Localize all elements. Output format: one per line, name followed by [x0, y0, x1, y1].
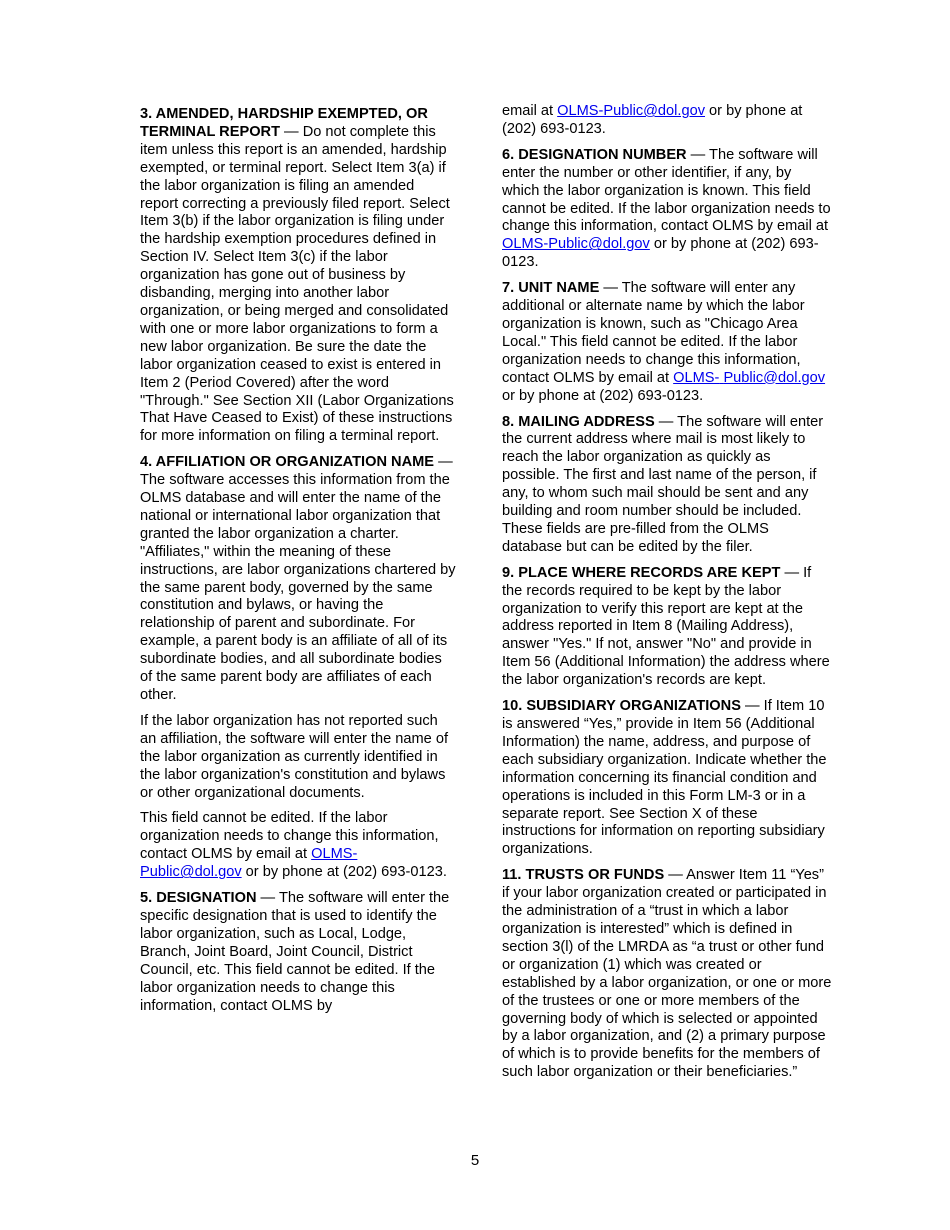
item-3-body: — Do not complete this item unless this report is an amended, hardship exempted, or terminal report. Select Item 3(a) if the labor organization is filing an amended report correcting a previously filed report. Select Item 3(b) if the labor organization is filing under the hardship exemption procedures defined in Section IV. Select Item 3(c) if the labor organization has gone out of business by disbanding, merging into another labor organization, or being merged and consolidated with one or more labor organizations to form a new labor organization. Be sure the date the labor organization ceased to exist is entered in Item 2 (Period Covered) after the word "Through." See Section XII (Labor Organizations That Have Ceased to Exist) of these instructions for more information on filing a terminal report.: [140, 123, 454, 445]
email-link[interactable]: OLMS-Public@dol.gov: [557, 103, 705, 119]
item-10-heading: 10. SUBSIDIARY ORGANIZATIONS: [502, 698, 741, 715]
item-9-heading: 9. PLACE WHERE RECORDS ARE KEPT: [502, 564, 781, 581]
item-5-body: — The software will enter the specific designation that is used to identify the labor organization, such as Local, Lodge, Branch, Joint Board, Joint Council, District Council, etc. This field cannot be edited. If the labor organization needs to change this information, contact OLMS by: [140, 890, 450, 1014]
item-9-paragraph: [502, 565, 832, 690]
item-5-heading: 5. DESIGNATION: [140, 890, 257, 907]
item-6-heading: 6. DESIGNATION NUMBER: [502, 146, 687, 163]
item-4-body: — The software accesses this information from the OLMS database and will enter the name of the national or international labor organization that granted the labor organization a charter. "Affiliates," within the meaning of these instructions, are labor organizations chartered by the same parent body, governed by the same constitution and bylaws, or having the relationship of parent and subordinate. For example, a parent body is an affiliate of all of its subordinate bodies, and all subordinate bodies of the same parent body are affiliates of each other.: [140, 454, 456, 703]
item-6-paragraph: [502, 147, 832, 272]
cont-text-a: email at: [502, 103, 558, 119]
item-6-body-a: — The software will enter the number or other identifier, if any, by which the labor organization is known. This field cannot be edited. If the labor organization needs to change this information, contact OLMS by email at: [502, 146, 831, 235]
item-7-body-a: — The software will enter any additional or alternate name by which the labor organization is known, such as "Chicago Area Local." This field cannot be edited. If the labor organization needs to change this information, contact OLMS by email at: [502, 280, 805, 386]
item-6-body-b: or by phone at (202) 693-0123.: [502, 236, 819, 271]
item-8-heading: 8. MAILING ADDRESS: [502, 413, 655, 430]
item-4-heading: 4. AFFILIATION OR ORGANIZATION NAME: [140, 454, 435, 471]
left-column: [140, 106, 456, 1023]
email-link[interactable]: [673, 370, 825, 386]
item-8-paragraph: [502, 414, 832, 557]
item-7-heading: 7. UNIT NAME: [502, 280, 600, 297]
item-3-paragraph: [140, 106, 456, 446]
item-7-body-b: or by phone at (202) 693-0123.: [502, 387, 704, 404]
item-11-body: — Answer Item 11 “Yes” if your labor organization created or participated in the administration of a “trust in which a labor organization is interested” which is defined in section 3(l) of the LMRDA as “a trust or other fund or organization (1) which was created or established by a labor organization, or one or more of the trustees or one or more members of the governing body of which is selected or appointed by a labor organization, and (2) a primary purpose of which is to provide benefits for the members of such labor organization or their beneficiaries.”: [502, 867, 832, 1081]
item-7-paragraph: [502, 280, 832, 405]
item-4-paragraph: [140, 454, 456, 705]
item-4-p3-text-b: or by phone at (202) 693-0123.: [241, 864, 447, 881]
email-link-part2: Public@dol.gov: [723, 369, 826, 386]
email-link[interactable]: OLMS-Public@dol.gov: [140, 846, 358, 881]
item-4-paragraph-3: [140, 810, 456, 882]
email-link-part1: OLMS-: [673, 369, 720, 386]
item-4-p3-text-a: This field cannot be edited. If the labor organization needs to change this information, contact OLMS by email at: [140, 810, 439, 863]
item-10-paragraph: [502, 698, 832, 859]
right-column: [502, 103, 832, 1090]
item-9-body: — If the records required to be kept by the labor organization to verify this report are kept at the address reported in Item 8 (Mailing Address), answer "Yes." If not, answer "No" and provide in Item 56 (Additional Information) the address where the labor organization's records are kept.: [502, 564, 830, 689]
email-link[interactable]: OLMS-Public@dol.gov: [502, 236, 650, 253]
page-number: 5: [470, 1152, 480, 1169]
cont-text-b: or by phone at (202) 693-0123.: [502, 103, 803, 137]
item-5-paragraph: [140, 890, 456, 1015]
item-4-paragraph-2: If the labor organization has not reported such an affiliation, the software will enter the name of the labor organization as currently identified in the labor organization's constitution and bylaws or other organizational documents.: [140, 712, 448, 801]
item-11-paragraph: [502, 867, 832, 1082]
item-3-heading: 3. AMENDED, HARDSHIP EXEMPTED, OR TERMINAL REPORT: [140, 106, 428, 140]
item-10-body: — If Item 10 is answered “Yes,” provide in Item 56 (Additional Information) the name, address, and purpose of each subsidiary organization. Indicate whether the information concerning its financial condition and operations is included in this Form LM-3 or in a separate report. See Section X of these instructions for information on reporting subsidiary organizations.: [502, 698, 827, 858]
item-8-body: — The software will enter the current address where mail is most likely to reach the labor organization as quickly as possible. The first and last name of the person, if any, to whom such mail should be sent and any building and room number should be included. These fields are pre-filled from the OLMS database but can be edited by the filer.: [502, 413, 824, 555]
item-5-continuation: [502, 103, 832, 139]
item-11-heading: 11. TRUSTS OR FUNDS: [502, 867, 665, 884]
